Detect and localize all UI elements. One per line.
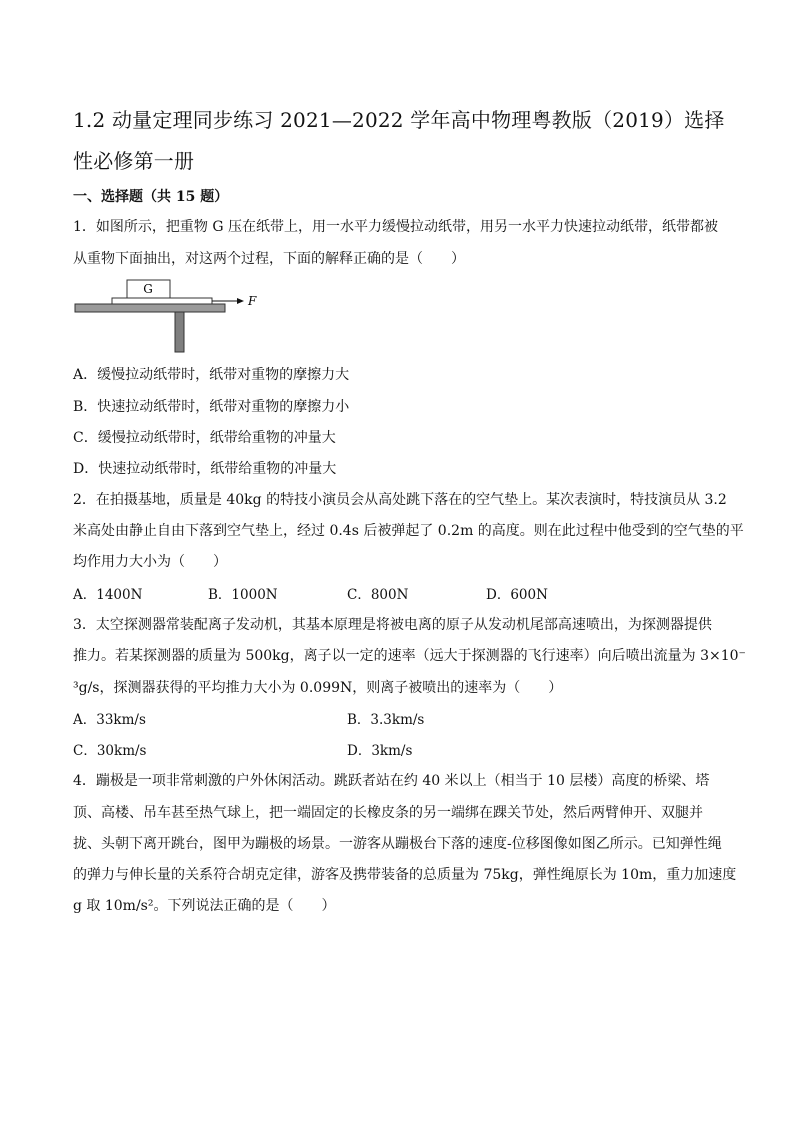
- force-label: F: [248, 294, 257, 308]
- q2-stem-line-1: 2．在拍摄基地，质量是 40kg 的特技小演员会从高处跳下落在的空气垫上。某次表演时，特技演员从 3.2: [73, 492, 727, 508]
- q4-stem-line-5: g 取 10m/s²。下列说法正确的是（ ）: [73, 898, 336, 914]
- q3-stem-line-2: 推力。若某探测器的质量为 500kg，离子以一定的速率（远大于探测器的飞行速率）向后喷出流量为 3×10⁻: [73, 648, 746, 664]
- table-top: [75, 304, 225, 312]
- q3-stem-line-1: 3．太空探测器常装配离子发动机，其基本原理是将被电离的原子从发动机尾部高速喷出，为探测器提供: [73, 617, 712, 633]
- q4-stem-line-4: 的弹力与伸长量的关系符合胡克定律，游客及携带装备的总质量为 75kg，弹性绳原长为 10m，重力加速度: [73, 867, 737, 883]
- paper-strip: [112, 298, 212, 304]
- q2-stem-line-3: 均作用力大小为（ ）: [73, 554, 227, 570]
- q4-stem-line-1: 4．蹦极是一项非常刺激的户外休闲活动。跳跃者站在约 40 米以上（相当于 10 层楼）高度的桥梁、塔: [73, 773, 710, 789]
- q3-option-b: B．3.3km/s: [347, 712, 425, 728]
- force-arrow-head: [237, 298, 244, 304]
- q2-option-c: C．800N: [347, 587, 409, 603]
- q4-stem-line-2: 顶、高楼、吊车甚至热气球上，把一端固定的长橡皮条的另一端绑在踝关节处，然后两臂伸开、双腿并: [73, 805, 703, 821]
- q1-figure: [72, 278, 272, 356]
- weight-label: G: [143, 282, 153, 296]
- q1-option-b: B．快速拉动纸带时，纸带对重物的摩擦力小: [73, 399, 350, 415]
- q1-stem-line-1: 1．如图所示，把重物 G 压在纸带上，用一水平力缓慢拉动纸带，用另一水平力快速拉动纸带，纸带都被: [73, 219, 718, 235]
- q1-option-d: D．快速拉动纸带时，纸带给重物的冲量大: [73, 461, 337, 477]
- q4-stem-line-3: 拢、头朝下离开跳台，图甲为蹦极的场景。一游客从蹦极台下落的速度-位移图像如图乙所示。已知弹性绳: [73, 836, 722, 852]
- table-leg: [175, 312, 184, 352]
- q3-option-a: A．33km/s: [73, 712, 146, 728]
- section-heading: 一、选择题（共 15 题）: [73, 189, 229, 205]
- q3-stem-line-3: ³g/s，探测器获得的平均推力大小为 0.099N，则离子被喷出的速率为（ ）: [73, 680, 563, 696]
- q3-option-d: D．3km/s: [347, 743, 413, 759]
- q3-option-c: C．30km/s: [73, 743, 147, 759]
- q1-option-a: A．缓慢拉动纸带时，纸带对重物的摩擦力大: [73, 367, 350, 383]
- q1-stem-line-2: 从重物下面抽出，对这两个过程，下面的解释正确的是（ ）: [73, 251, 465, 267]
- page-title: 1.2 动量定理同步练习 2021—2022 学年高中物理粤教版（2019）选择性必修第一册: [73, 108, 725, 173]
- q2-option-b: B．1000N: [208, 587, 278, 603]
- q2-stem-line-2: 米高处由静止自由下落到空气垫上，经过 0.4s 后被弹起了 0.2m 的高度。则在此过程中他受到的空气垫的平: [73, 523, 744, 539]
- q2-option-d: D．600N: [486, 587, 548, 603]
- q1-option-c: C．缓慢拉动纸带时，纸带给重物的冲量大: [73, 430, 336, 446]
- q2-option-a: A．1400N: [73, 587, 143, 603]
